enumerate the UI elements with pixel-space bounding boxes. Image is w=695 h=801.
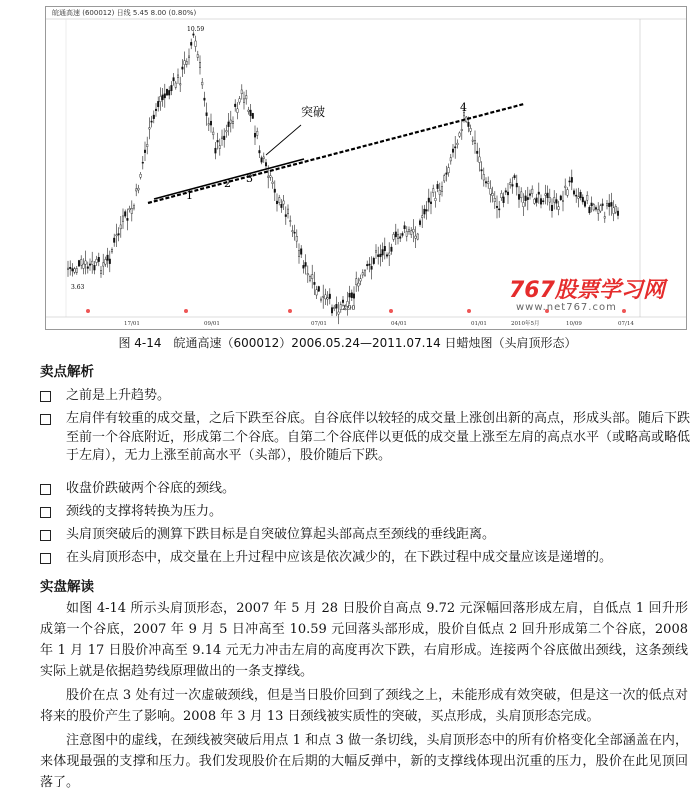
date-label: 17/01	[124, 321, 140, 327]
figure-caption: 图 4-14 皖通高速（600012）2006.05.24—2011.07.14 日蜡烛图（头肩顶形态）	[118, 336, 577, 350]
chart-header: 皖通高速 (600012) 日线 5.45 8.00 (0.80%)	[52, 9, 197, 17]
checkbox-icon	[40, 530, 51, 541]
date-label: 07/14	[618, 321, 634, 327]
checkbox-icon	[40, 391, 51, 402]
point-label-1: 1	[186, 189, 193, 202]
dashed-support-line	[148, 104, 524, 203]
watermark-url: www.net767.com	[516, 302, 617, 313]
watermark-logo: 767股票学习网	[509, 278, 665, 303]
candlestick-chart	[45, 6, 687, 330]
checkbox-icon	[40, 414, 51, 425]
sell-point-item: 收盘价跌破两个谷底的颈线。	[40, 480, 690, 499]
marker-dot	[86, 309, 90, 313]
interpretation-paragraph: 股价在点 3 处有过一次虚破颈线，但是当日股价回到了颈线之上，未能形成有效突破，但是这一次的低点对将来的股价产生了影响。2008 年 3 月 13 日颈线被实质性的突破，买点形成，头肩顶形态完成。	[40, 688, 688, 724]
sell-point-item: 在头肩顶形态中，成交量在上升过程中应该是依次减少的，在下跌过程中成交量应该是递增的。	[40, 549, 690, 568]
checkbox-icon	[40, 507, 51, 518]
point-label-4: 4	[460, 101, 467, 114]
interpretation-paragraph: 如图 4-14 所示头肩顶形态，2007 年 5 月 28 日股价自高点 9.72 元深幅回落形成左肩，自低点 1 回升形成第一个谷底，2007 年 9 月 5 日冲高至 10.59 元回落头部形成，股价自低点 2 回升形成第二个谷底，2008 年 1 月 17 日股价冲高至 9.14 元无力冲击左肩的高度再次下跌，右肩形成。连接两个谷底做出颈线，这条颈线实际上就是依据趋势线原理做出的一条支撑线。	[40, 601, 688, 679]
date-label: 01/01	[471, 321, 487, 327]
sell-point-item: 之前是上升趋势。	[40, 387, 690, 406]
price-label-high: 10.59	[187, 26, 205, 33]
marker-dot	[288, 309, 292, 313]
date-label: 2010年5月	[511, 321, 540, 327]
breakthrough-label: 突破	[301, 105, 326, 119]
sell-points-heading: 卖点解析	[40, 364, 94, 380]
checkbox-icon	[40, 484, 51, 495]
date-label: 09/01	[204, 321, 220, 327]
sell-point-item: 颈线的支撑将转换为压力。	[40, 503, 690, 522]
marker-dot	[184, 309, 188, 313]
checkbox-icon	[40, 553, 51, 564]
sell-point-item: 头肩顶突破后的测算下跌目标是自突破位算起头部高点至颈线的垂线距离。	[40, 526, 690, 545]
interpretation-paragraph: 注意图中的虚线，在颈线被突破后用点 1 和点 3 做一条切线，头肩顶形态中的所有价格变化全部涵盖在内，来体现最强的支撑和压力。我们发现股价在后期的大幅反弹中，新的支撑线体现出沉重的压力，股价在此见顶回落了。	[40, 733, 688, 790]
date-label: 04/01	[391, 321, 407, 327]
sell-point-item: 左肩伴有较重的成交量，之后下跌至谷底。自谷底伴以较轻的成交量上涨创出新的高点，形成头部。随后下跌至前一个谷底附近，形成第二个谷底。自第二个谷底伴以更低的成交量上涨至左肩的高点水平（或略高或略低于左肩），无力上涨至前高水平（头部），股价随后下跌。	[40, 410, 690, 466]
breakthrough-arrow	[266, 125, 301, 155]
price-label-start: 3.63	[71, 284, 85, 291]
date-label: 10/09	[566, 321, 582, 327]
point-label-2: 2	[224, 177, 231, 190]
marker-dot	[467, 309, 471, 313]
marker-dot	[389, 309, 393, 313]
marker-dot	[622, 309, 626, 313]
interpretation-heading: 实盘解读	[40, 579, 94, 595]
point-label-3: 3	[246, 172, 253, 185]
date-label: 07/01	[311, 321, 327, 327]
price-label-low: 2.90	[342, 305, 356, 312]
